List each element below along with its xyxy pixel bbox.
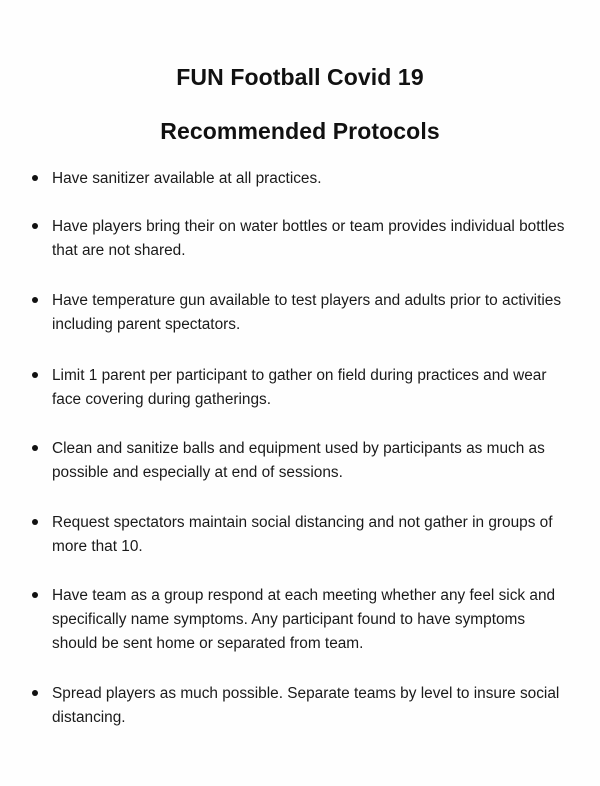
bullet-icon [32, 223, 38, 229]
bullet-icon [32, 175, 38, 181]
list-item-text: Limit 1 parent per participant to gather on field during practices and wear face covering during gatherings. [52, 367, 547, 408]
bullet-icon [32, 445, 38, 451]
list-item [52, 682, 572, 730]
bullet-icon [32, 592, 38, 598]
list-item-text: Have sanitizer available at all practices. [52, 170, 322, 187]
list-item [52, 437, 572, 485]
list-item [52, 584, 572, 656]
list-item [52, 364, 572, 412]
list-item-text: Have players bring their on water bottles or team provides individual bottles that are not shared. [52, 218, 565, 259]
list-item-text: Have team as a group respond at each meeting whether any feel sick and specifically name symptoms. Any participant found to have symptoms should be sent home or separated from team. [52, 587, 556, 652]
list-item-text: Clean and sanitize balls and equipment used by participants as much as possible and especially at end of sessions. [52, 440, 545, 481]
list-item [52, 511, 572, 559]
list-item [52, 289, 572, 337]
bullet-icon [32, 690, 38, 696]
bullet-icon [32, 297, 38, 303]
document-title: FUN Football Covid 19 [176, 64, 424, 90]
bullet-icon [32, 519, 38, 525]
list-item [52, 215, 572, 263]
bullet-icon [32, 372, 38, 378]
document-subtitle: Recommended Protocols [160, 118, 440, 144]
list-item-text: Request spectators maintain social distancing and not gather in groups of more that 10. [52, 514, 553, 555]
list-item-text: Spread players as much possible. Separate teams by level to insure social distancing. [52, 685, 560, 726]
list-item-text: Have temperature gun available to test players and adults prior to activities including parent spectators. [52, 292, 562, 333]
list-item [52, 167, 572, 191]
